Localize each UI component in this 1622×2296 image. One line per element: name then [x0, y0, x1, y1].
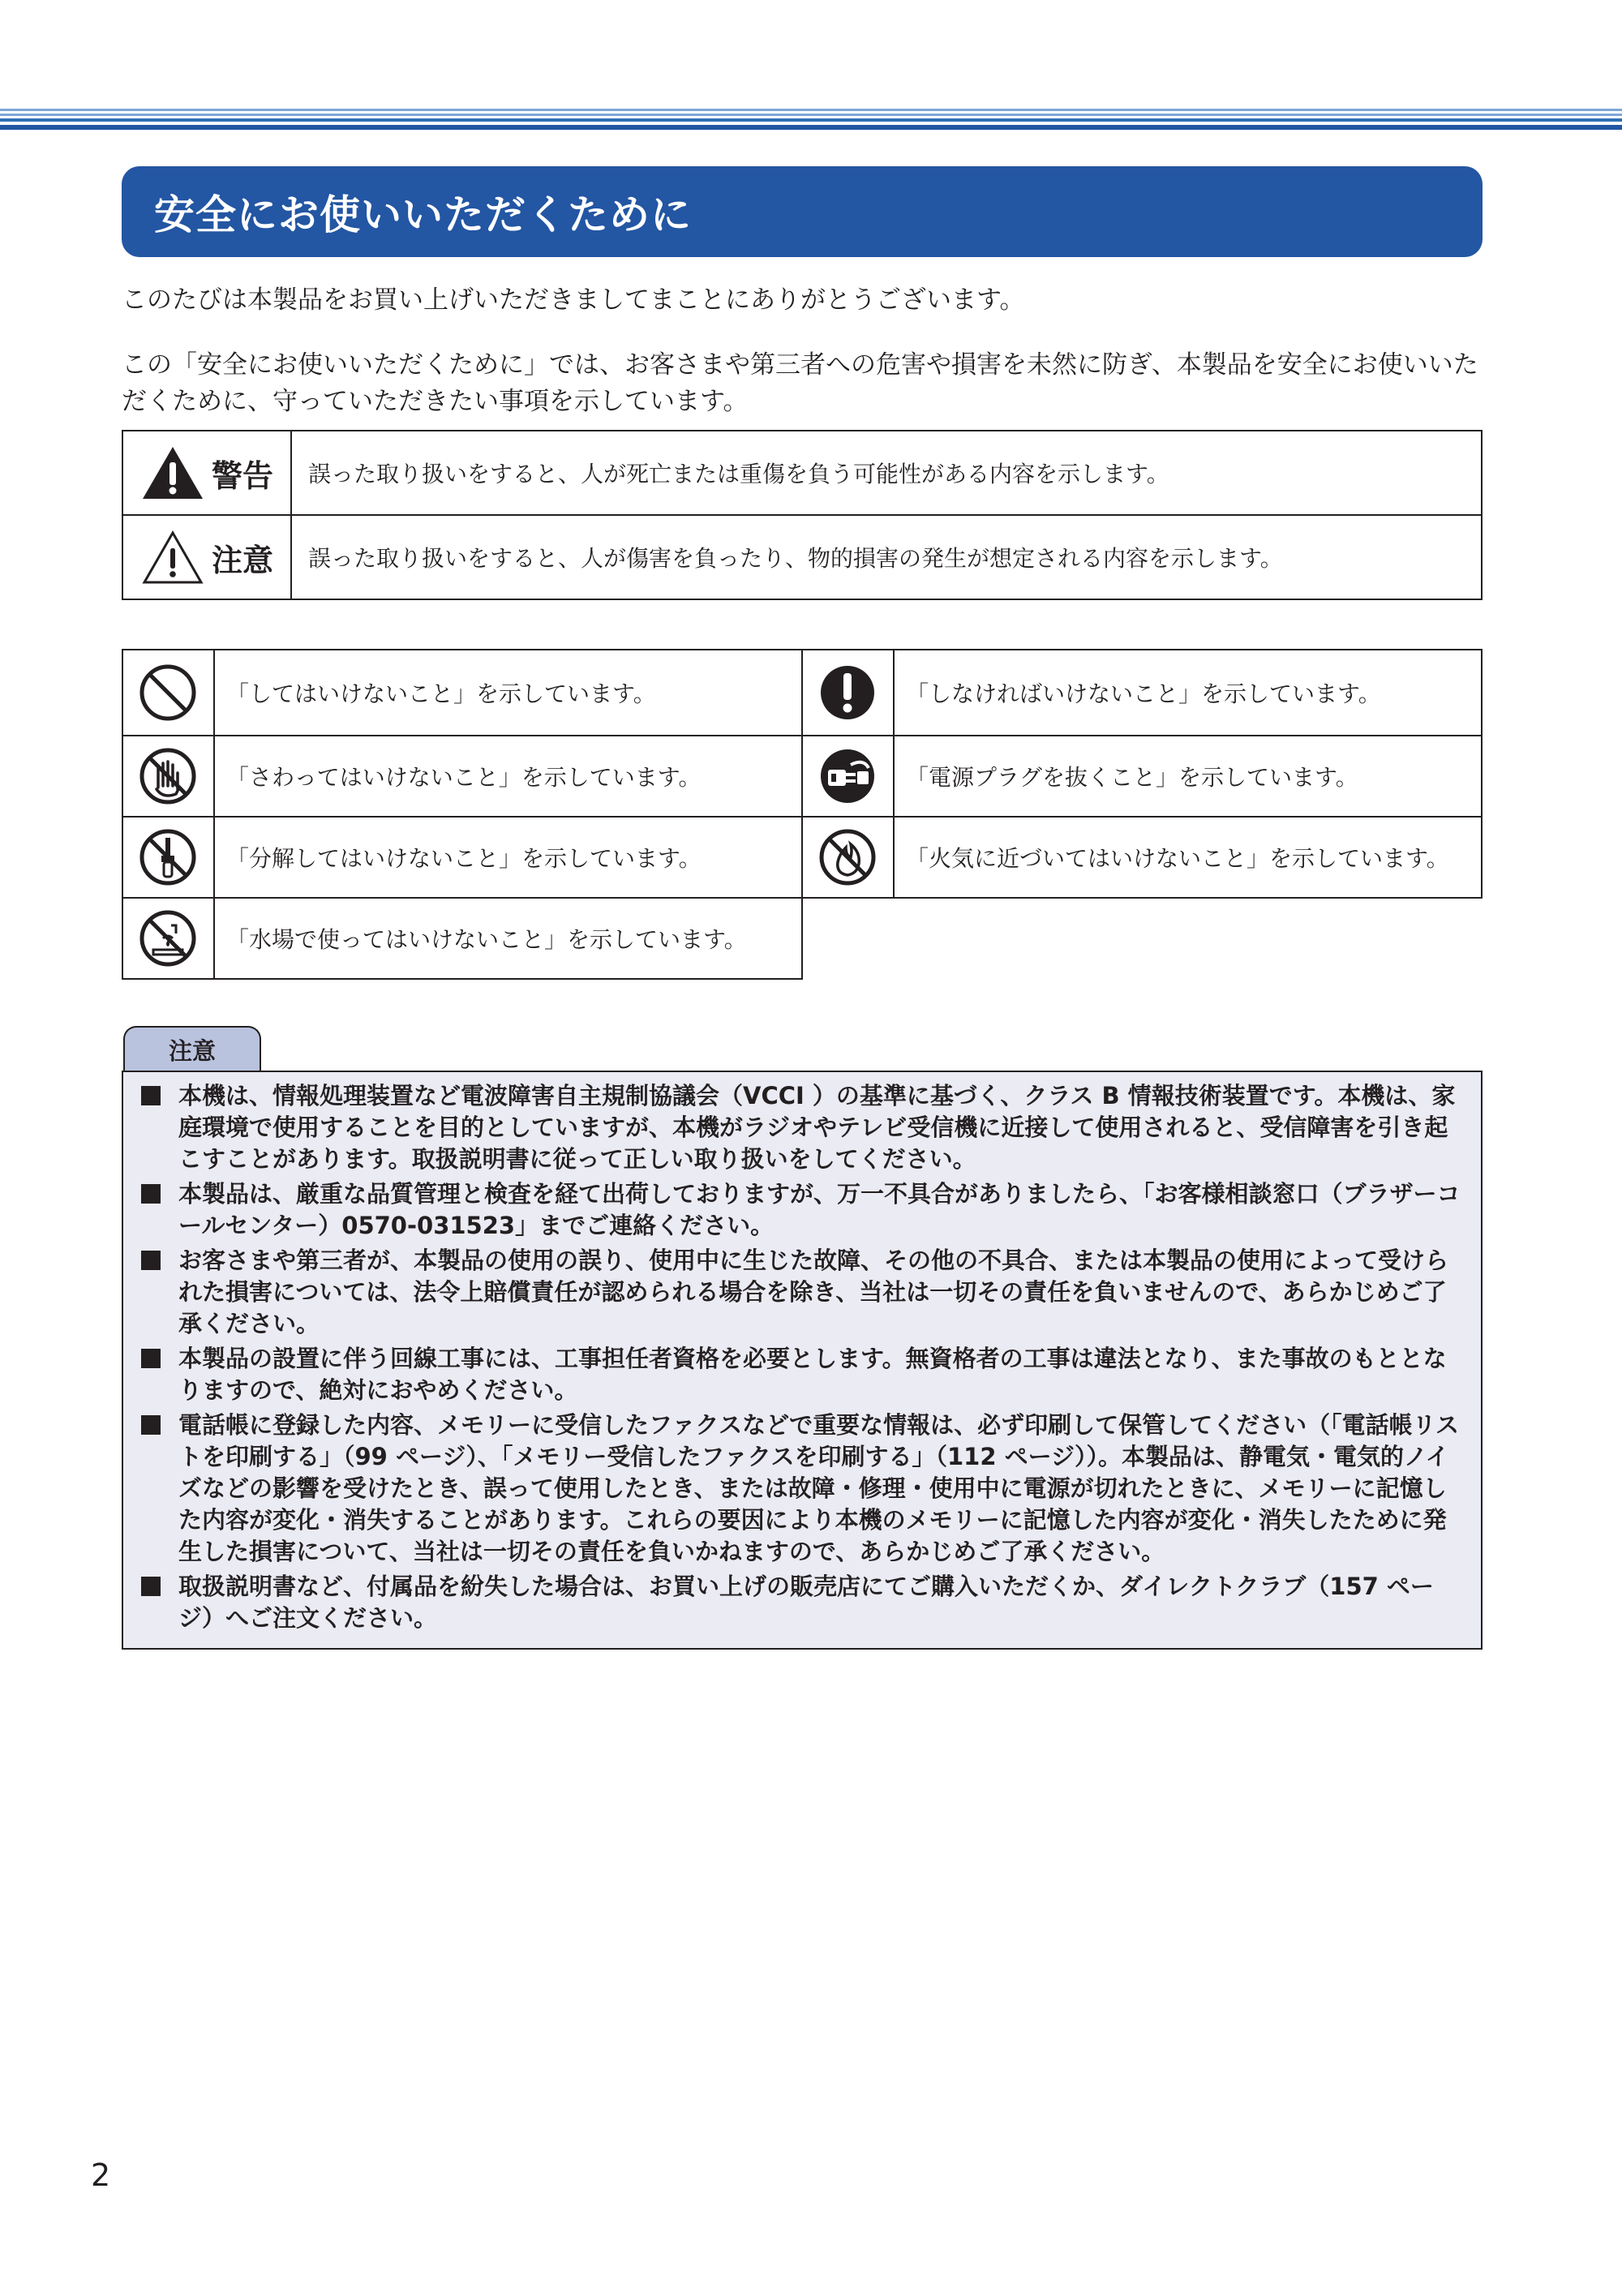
mandatory-icon — [818, 663, 877, 722]
page-title-bar — [122, 166, 1483, 257]
symbol-text-prohibited: 「してはいけないこと」を示しています。 — [214, 650, 802, 736]
no-disassemble-icon — [139, 828, 197, 886]
header-decoration-lines — [0, 109, 1622, 133]
bullet-square-icon — [141, 1577, 161, 1596]
symbol-text-no-fire: 「火気に近づいてはいけないこと」を示しています。 — [894, 817, 1482, 898]
caution-box — [122, 1071, 1483, 1650]
symbol-text-no-disassemble: 「分解してはいけないこと」を示しています。 — [214, 817, 802, 898]
caution-description: 誤った取り扱いをすると、人が傷害を負ったり、物的損害の発生が想定される内容を示します。 — [291, 515, 1482, 599]
caution-item: 取扱説明書など、付属品を紛失した場合は、お買い上げの販売店にてご購入いただくか、ダイレクトクラブ（157 ページ）へご注文ください。 — [141, 1571, 1463, 1634]
symbol-row — [122, 650, 1482, 736]
symbol-row — [122, 736, 1482, 817]
caution-box-title: 注意 — [168, 1036, 216, 1065]
intro-paragraph-1: このたびは本製品をお買い上げいただきましてまことにありがとうございます。 — [122, 285, 1025, 315]
prohibited-icon — [139, 663, 197, 722]
unplug-icon — [818, 747, 877, 805]
no-fire-icon — [818, 828, 877, 886]
warning-filled-icon — [140, 444, 205, 501]
bullet-square-icon — [141, 1184, 161, 1204]
caution-item: お客さまや第三者が、本製品の使用の誤り、使用中に生じた故障、その他の不具合、または本製品の使用によって受けられた損害については、法令上賠償責任が認められる場合を除き、当社は一切その責任を負いませんので、あらかじめご了承ください。 — [141, 1245, 1463, 1340]
warning-description: 誤った取り扱いをすると、人が死亡または重傷を負う可能性がある内容を示します。 — [291, 431, 1482, 515]
bullet-square-icon — [141, 1251, 161, 1270]
warning-levels-table — [122, 430, 1483, 600]
symbol-legend-table — [122, 649, 1483, 980]
symbol-row — [122, 817, 1482, 898]
symbol-text-no-touch: 「さわってはいけないこと」を示しています。 — [214, 736, 802, 817]
symbol-text-no-water: 「水場で使ってはいけないこと」を示しています。 — [214, 898, 802, 979]
caution-label: 注意 — [211, 542, 273, 578]
caution-outline-icon — [140, 529, 205, 586]
symbol-text-mandatory: 「しなければいけないこと」を示しています。 — [894, 650, 1482, 736]
caution-item: 電話帳に登録した内容、メモリーに受信したファクスなどで重要な情報は、必ず印刷して保管してください（「電話帳リストを印刷する」（99 ページ）、「メモリー受信したファクスを印刷する」（112 ページ））。本製品は、静電気・電気的ノイズなどの影響を受けたとき、誤って使用したとき、または故障・修理・使用中に電源が切れたときに、メモリーに記憶した内容が変化・消失することがあります。これらの要因により本機のメモリーに記憶した内容が変化・消失したために発生した損害について、当社は一切その責任を負いかねますので、あらかじめご了承ください。 — [141, 1410, 1463, 1568]
symbol-text-unplug: 「電源プラグを抜くこと」を示しています。 — [894, 736, 1482, 817]
bullet-square-icon — [141, 1415, 161, 1435]
warning-row — [122, 431, 1482, 515]
bullet-square-icon — [141, 1086, 161, 1105]
no-touch-icon — [139, 747, 197, 805]
caution-item: 本機は、情報処理装置など電波障害自主規制協議会（VCCI ）の基準に基づく、クラス B 情報技術装置です。本機は、家庭環境で使用することを目的としていますが、本機がラジオやテレビ受信機に近接して使用されると、受信障害を引き起こすことがあります。取扱説明書に従って正しい取り扱いをしてください。 — [141, 1080, 1463, 1175]
bullet-square-icon — [141, 1349, 161, 1368]
no-water-icon — [139, 909, 197, 968]
caution-row — [122, 515, 1482, 599]
caution-item: 本製品は、厳重な品質管理と検査を経て出荷しておりますが、万一不具合がありましたら、「お客様相談窓口（ブラザーコールセンター）0570-031523」までご連絡ください。 — [141, 1178, 1463, 1242]
caution-box-tab — [123, 1026, 261, 1071]
warning-label: 警告 — [211, 457, 273, 494]
intro-paragraph-2: この「安全にお使いいただくために」では、お客さまや第三者への危害や損害を未然に防ぎ、本製品を安全にお使いいただくために、守っていただきたい事項を示しています。 — [122, 350, 1478, 416]
symbol-row — [122, 898, 1482, 979]
page-number: 2 — [91, 2157, 111, 2193]
caution-item: 本製品の設置に伴う回線工事には、工事担任者資格を必要とします。無資格者の工事は違法となり、また事故のもととなりますので、絶対におやめください。 — [141, 1343, 1463, 1406]
page-title: 安全にお使いいただくために — [154, 191, 692, 238]
